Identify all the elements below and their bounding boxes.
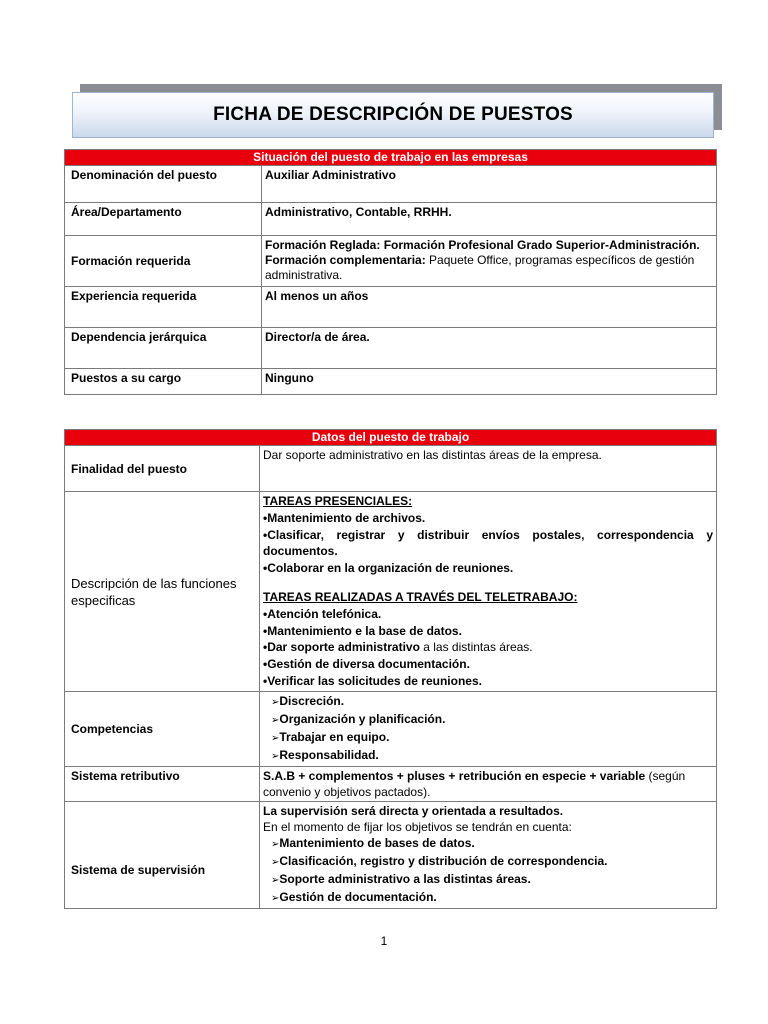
page-title: FICHA DE DESCRIPCIÓN DE PUESTOS (213, 104, 573, 125)
row-value-formacion (262, 236, 717, 287)
row-value-puestos: Ninguno (262, 369, 717, 395)
row-label-denominacion: Denominación del puesto (65, 166, 262, 203)
arrow-bullet-icon: ➢ (271, 697, 280, 708)
task-item: •Dar soporte administrativo (263, 640, 420, 655)
row-value-area: Administrativo, Contable, RRHH. (262, 203, 717, 236)
row-label-dependencia: Dependencia jerárquica (65, 328, 262, 369)
job-data-header: Datos del puesto de trabajo (65, 430, 717, 446)
funciones-label-text: Descripción de las funciones especificas (71, 575, 237, 608)
supervision-item: ➢Clasificación, registro y distribución de correspondencia. (271, 854, 608, 868)
task-item: •Atención telefónica. (263, 606, 382, 621)
supervision-item: ➢Soporte administrativo a las distintas áreas. (271, 872, 531, 886)
supervision-value (260, 802, 717, 909)
formacion-complementaria-label: Formación complementaria: (265, 253, 426, 267)
competencia-item: ➢Responsabilidad. (271, 748, 379, 762)
task-item: •Verificar las solicitudes de reuniones. (263, 673, 482, 688)
task-item: •Mantenimiento de archivos. (263, 510, 426, 525)
finalidad-label: Finalidad del puesto (65, 446, 260, 492)
situation-table (64, 149, 717, 395)
competencia-item: ➢Trabajar en equipo. (271, 730, 390, 744)
retributivo-value: S.A.B + complementos + pluses + retribución en especie + variable (según convenio y objetivos pactados). (260, 767, 717, 802)
competencia-item: ➢Discreción. (271, 694, 345, 708)
arrow-bullet-icon: ➢ (271, 715, 280, 726)
teletrabajo-heading: TAREAS REALIZADAS A TRAVÉS DEL TELETRABAJO: (263, 589, 578, 604)
supervision-item: ➢Gestión de documentación. (271, 890, 437, 904)
supervision-line2: En el momento de fijar los objetivos se tendrán en cuenta: (263, 820, 572, 834)
funciones-value (260, 492, 717, 692)
row-value-dependencia: Director/a de área. (262, 328, 717, 369)
arrow-bullet-icon: ➢ (271, 839, 280, 850)
formacion-reglada: Formación Reglada: Formación Profesional Grado Superior-Administración. (265, 238, 700, 252)
task-item: •Clasificar, registrar y distribuir envíos postales, correspondencia y documentos. (263, 527, 714, 559)
arrow-bullet-icon: ➢ (271, 751, 280, 762)
title-banner (72, 92, 714, 138)
row-label-formacion: Formación requerida (65, 236, 262, 287)
funciones-label (65, 492, 260, 692)
arrow-bullet-icon: ➢ (271, 875, 280, 886)
situation-header: Situación del puesto de trabajo en las empresas (65, 150, 717, 166)
row-label-puestos: Puestos a su cargo (65, 369, 262, 395)
competencia-item: ➢Organización y planificación. (271, 712, 446, 726)
arrow-bullet-icon: ➢ (271, 733, 280, 744)
task-item: •Gestión de diversa documentación. (263, 657, 470, 672)
task-item: •Mantenimiento e la base de datos. (263, 623, 462, 638)
row-value-denominacion: Auxiliar Administrativo (262, 166, 717, 203)
task-item: •Colaborar en la organización de reuniones. (263, 561, 514, 576)
row-value-experiencia: Al menos un años (262, 287, 717, 328)
tareas-presenciales-heading: TAREAS PRESENCIALES: (263, 494, 413, 508)
supervision-label: Sistema de supervisión (65, 802, 260, 909)
job-data-table (64, 429, 717, 909)
retributivo-label: Sistema retributivo (65, 767, 260, 802)
competencias-label: Competencias (65, 692, 260, 767)
arrow-bullet-icon: ➢ (271, 893, 280, 904)
competencias-value (260, 692, 717, 767)
row-label-experiencia: Experiencia requerida (65, 287, 262, 328)
supervision-item: ➢Mantenimiento de bases de datos. (271, 836, 475, 850)
task-item-rest: a las distintas áreas. (419, 640, 533, 655)
page-number: 1 (380, 934, 388, 948)
formacion-complementaria-text: Paquete Office, programas específicos de gestión administrativa. (265, 253, 695, 282)
row-label-area: Área/Departamento (65, 203, 262, 236)
finalidad-value: Dar soporte administrativo en las distintas áreas de la empresa. (260, 446, 717, 492)
supervision-line1: La supervisión será directa y orientada a resultados. (263, 804, 564, 818)
arrow-bullet-icon: ➢ (271, 857, 280, 868)
